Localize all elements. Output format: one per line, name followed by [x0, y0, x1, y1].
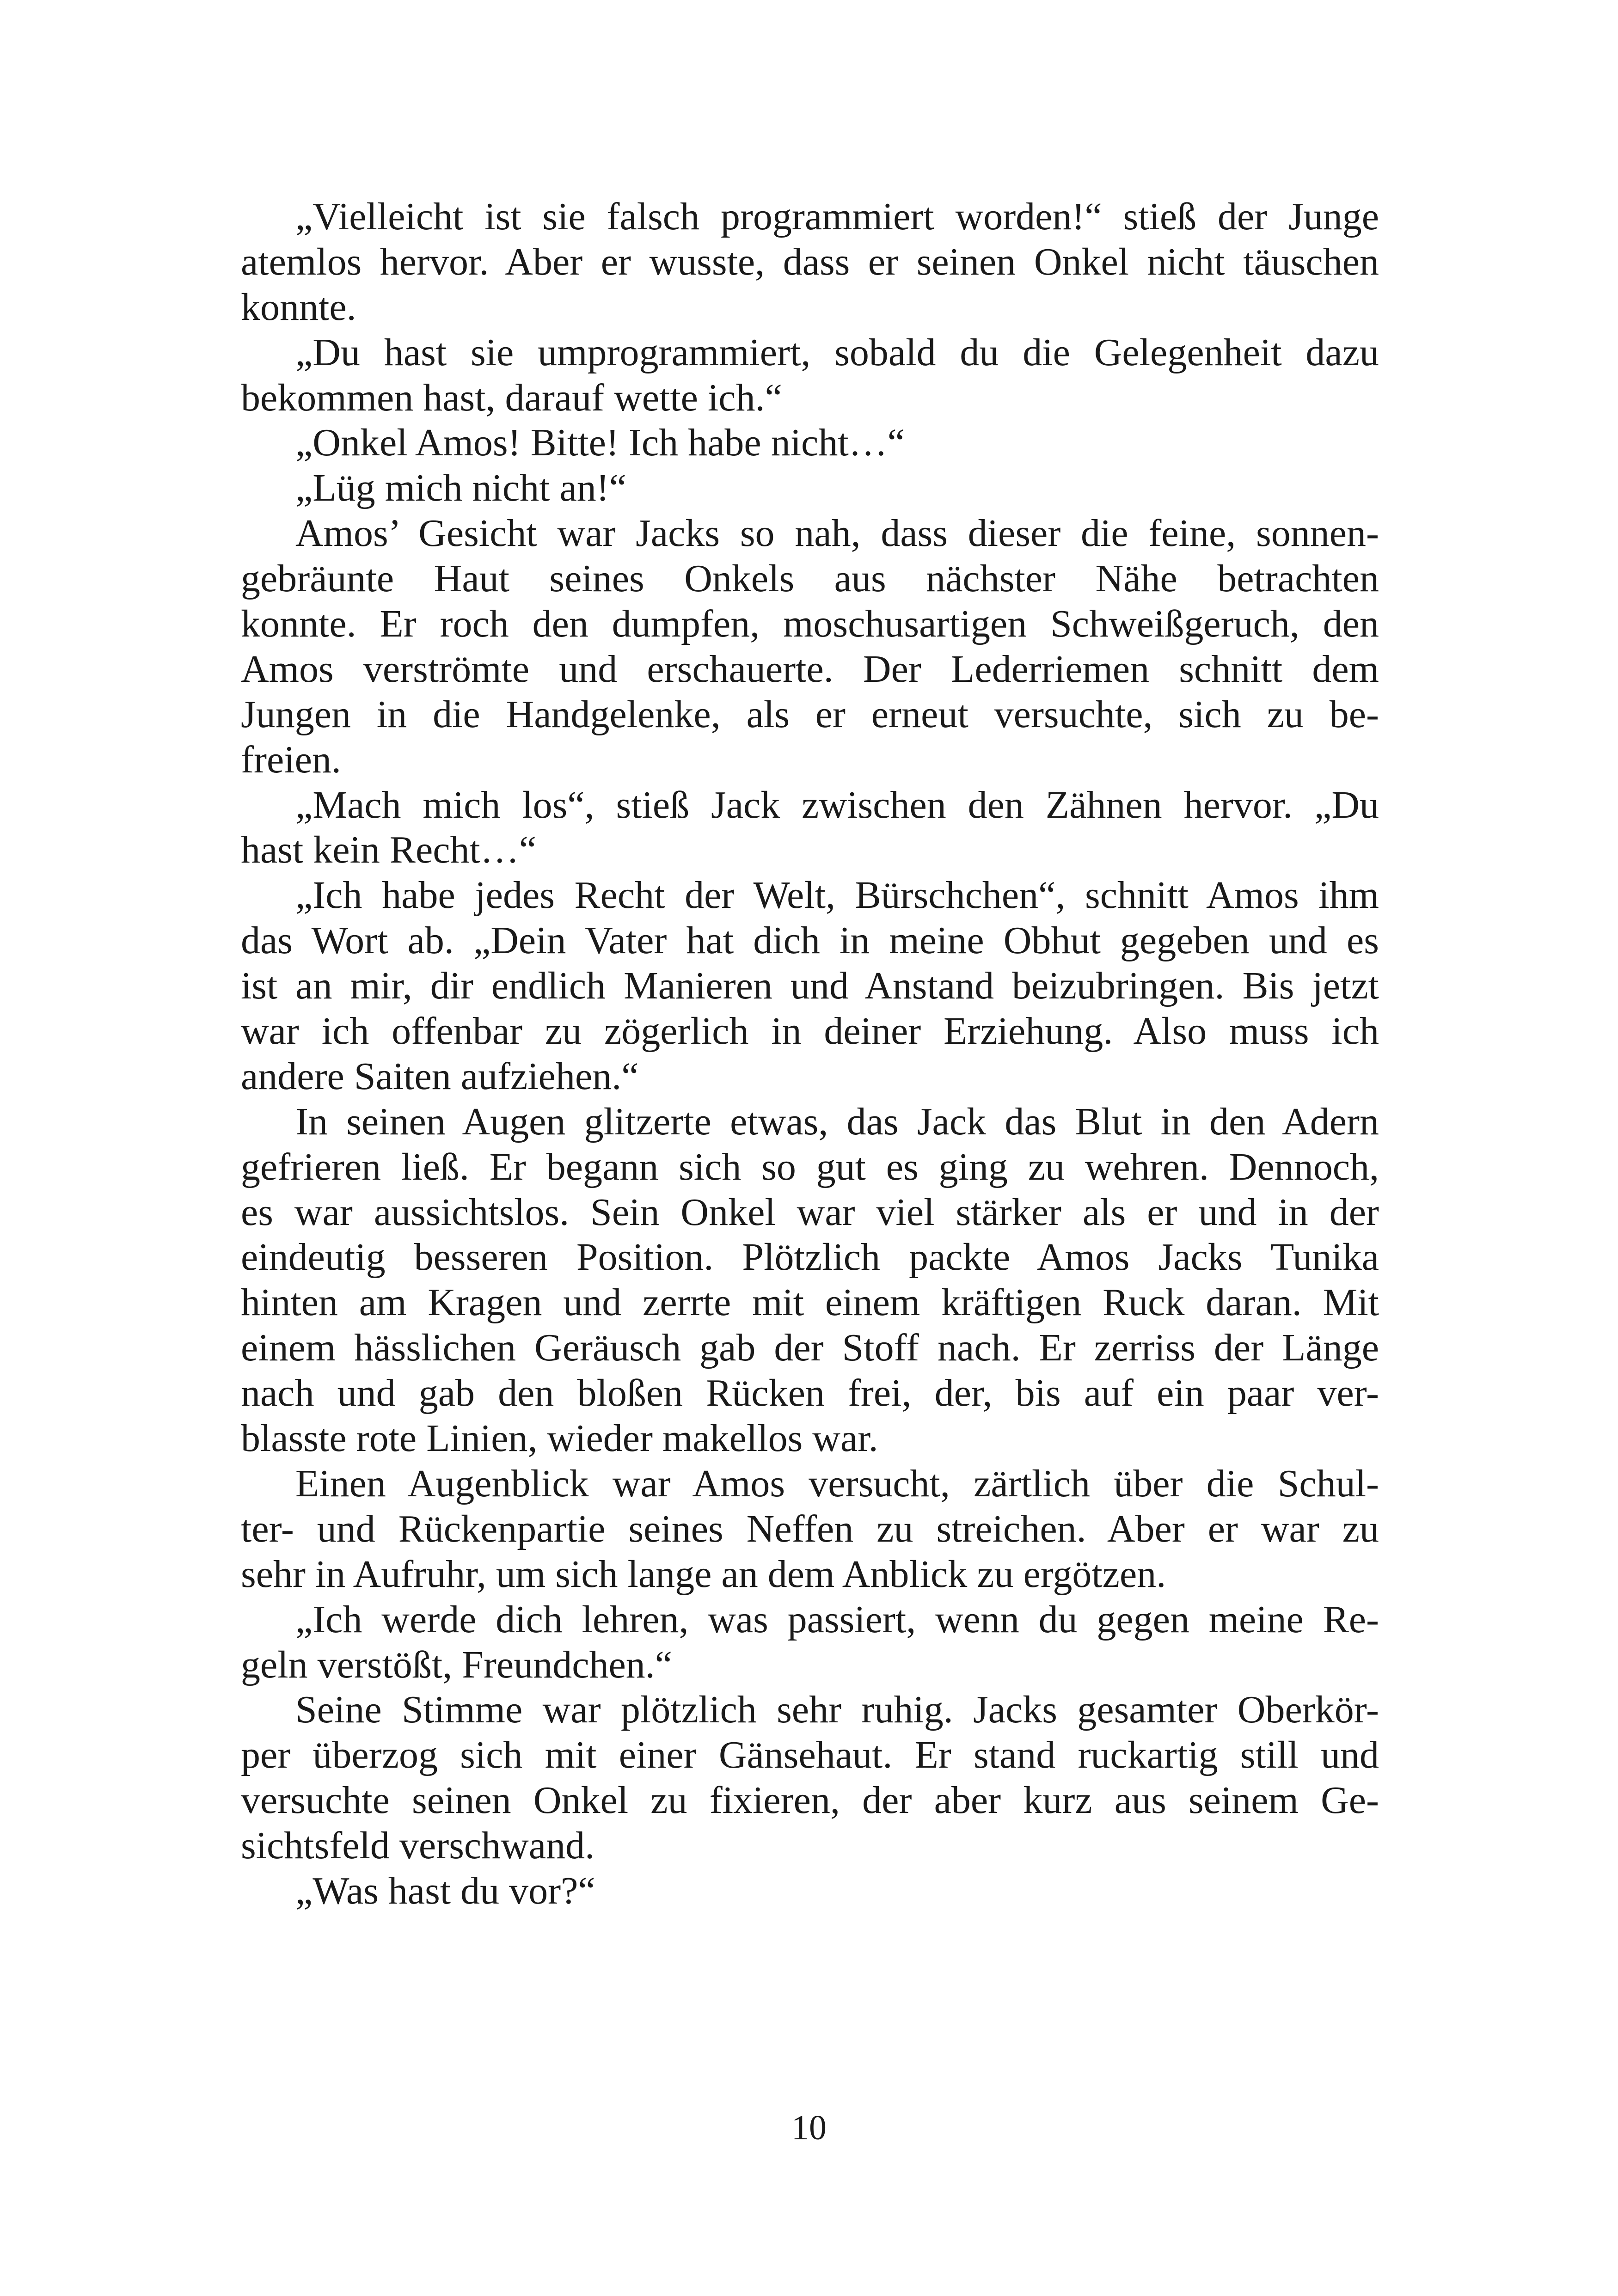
- text-line: war ich offenbar zu zögerlich in deiner Erziehung. Also muss ich: [241, 1010, 1379, 1053]
- text-line: per überzog sich mit einer Gänsehaut. Er stand ruckartig still und: [241, 1733, 1379, 1777]
- text-line: das Wort ab. „Dein Vater hat dich in meine Obhut gegeben und es: [241, 919, 1379, 962]
- text-line: andere Saiten aufziehen.“: [241, 1054, 639, 1098]
- text-line: „Onkel Amos! Bitte! Ich habe nicht…“: [295, 421, 905, 465]
- text-line: „Was hast du vor?“: [295, 1869, 595, 1912]
- text-line: gebräunte Haut seines Onkels aus nächster Nähe betrachten: [241, 557, 1379, 600]
- text-line: sichtsfeld verschwand.: [241, 1824, 595, 1867]
- text-line: hinten am Kragen und zerrte mit einem kräftigen Ruck daran. Mit: [241, 1281, 1379, 1324]
- text-line: geln verstößt, Freundchen.“: [241, 1643, 673, 1686]
- text-line: konnte. Er roch den dumpfen, moschusartigen Schweißgeruch, den: [241, 602, 1379, 646]
- text-line: nach und gab den bloßen Rücken frei, der, bis auf ein paar ver-: [241, 1371, 1379, 1415]
- text-line: „Ich werde dich lehren, was passiert, wenn du gegen meine Re-: [295, 1598, 1379, 1641]
- text-line: bekommen hast, darauf wette ich.“: [241, 376, 782, 419]
- page-number: 10: [791, 2108, 827, 2147]
- text-line: In seinen Augen glitzerte etwas, das Jack das Blut in den Adern: [295, 1100, 1379, 1143]
- text-line: „Du hast sie umprogrammiert, sobald du die Gelegenheit dazu: [295, 331, 1379, 374]
- text-line: einem hässlichen Geräusch gab der Stoff nach. Er zerriss der Länge: [241, 1326, 1379, 1370]
- text-line: sehr in Aufruhr, um sich lange an dem Anblick zu ergötzen.: [241, 1552, 1166, 1596]
- text-line: Amos verströmte und erschauerte. Der Lederriemen schnitt dem: [241, 647, 1379, 691]
- text-line: Jungen in die Handgelenke, als er erneut versuchte, sich zu be-: [241, 692, 1379, 736]
- text-line: Seine Stimme war plötzlich sehr ruhig. Jacks gesamter Oberkör-: [295, 1688, 1379, 1732]
- text-line: es war aussichtslos. Sein Onkel war viel stärker als er und in der: [241, 1190, 1379, 1234]
- text-line: „Ich habe jedes Recht der Welt, Bürschchen“, schnitt Amos ihm: [295, 874, 1379, 917]
- text-line: atemlos hervor. Aber er wusste, dass er seinen Onkel nicht täuschen: [241, 240, 1379, 283]
- text-line: versuchte seinen Onkel zu fixieren, der aber kurz aus seinem Ge-: [241, 1779, 1379, 1822]
- text-line: konnte.: [241, 285, 356, 329]
- text-line: ter- und Rückenpartie seines Neffen zu streichen. Aber er war zu: [241, 1507, 1379, 1550]
- text-line: „Vielleicht ist sie falsch programmiert worden!“ stieß der Junge: [295, 195, 1379, 238]
- text-line: hast kein Recht…“: [241, 828, 537, 872]
- text-line: „Mach mich los“, stieß Jack zwischen den Zähnen hervor. „Du: [295, 783, 1379, 827]
- text-line: gefrieren ließ. Er begann sich so gut es ging zu wehren. Dennoch,: [241, 1145, 1379, 1188]
- text-line: ist an mir, dir endlich Manieren und Anstand beizubringen. Bis jetzt: [241, 964, 1379, 1008]
- text-line: eindeutig besseren Position. Plötzlich packte Amos Jacks Tunika: [241, 1236, 1379, 1279]
- text-line: Einen Augenblick war Amos versucht, zärtlich über die Schul-: [295, 1462, 1379, 1505]
- body-text: [241, 194, 1379, 1914]
- text-line: „Lüg mich nicht an!“: [295, 466, 627, 510]
- text-line: Amos’ Gesicht war Jacks so nah, dass dieser die feine, sonnen-: [295, 512, 1379, 555]
- text-line: blasste rote Linien, wieder makellos war.: [241, 1417, 878, 1460]
- text-line: freien.: [241, 738, 341, 781]
